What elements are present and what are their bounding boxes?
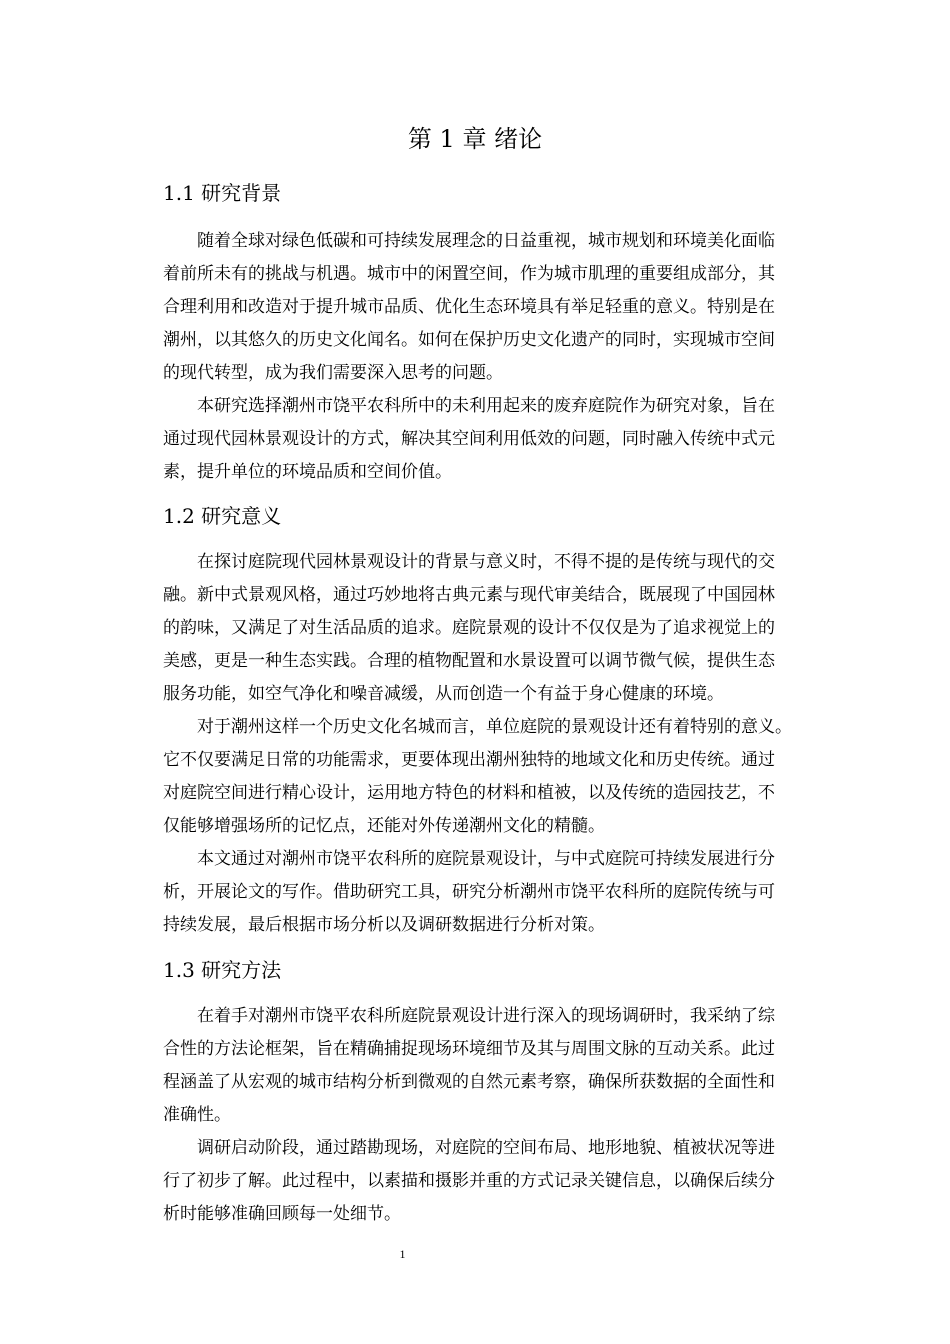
text-line: 素，提升单位的环境品质和空间价值。: [163, 462, 452, 482]
text-line: 本研究选择潮州市饶平农科所中的未利用起来的废弃庭院作为研究对象，旨在: [163, 396, 775, 416]
paragraph: [163, 1132, 863, 1231]
chapter-title: 第 1 章 绪论: [407, 125, 543, 153]
text-line: 合性的方法论框架，旨在精确捕捉现场环境细节及其与周围文脉的互动关系。此过: [163, 1039, 775, 1059]
text-line: 融。新中式景观风格，通过巧妙地将古典元素与现代审美结合，既展现了中国园林: [163, 585, 775, 605]
text-line: 调研启动阶段，通过踏勘现场，对庭院的空间布局、地形地貌、植被状况等进: [163, 1138, 775, 1158]
paragraph: [163, 390, 863, 489]
text-line: 合理利用和改造对于提升城市品质、优化生态环境具有举足轻重的意义。特别是在: [163, 297, 775, 317]
text-line: 它不仅要满足日常的功能需求，更要体现出潮州独特的地域文化和历史传统。通过: [163, 750, 775, 770]
text-line: 着前所未有的挑战与机遇。城市中的闲置空间，作为城市肌理的重要组成部分，其: [163, 264, 775, 284]
section-heading-1-3: 1.3 研究方法: [163, 958, 282, 982]
paragraph: [163, 546, 863, 711]
text-line: 在着手对潮州市饶平农科所庭院景观设计进行深入的现场调研时，我采纳了综: [163, 1006, 775, 1026]
text-line: 的现代转型，成为我们需要深入思考的问题。: [163, 363, 503, 383]
text-line: 在探讨庭院现代园林景观设计的背景与意义时，不得不提的是传统与现代的交: [163, 552, 775, 572]
section-heading-1-2: 1.2 研究意义: [163, 504, 282, 528]
section-heading-1-1: 1.1 研究背景: [163, 181, 282, 205]
paragraph: [163, 711, 863, 843]
text-line: 程涵盖了从宏观的城市结构分析到微观的自然元素考察，确保所获数据的全面性和: [163, 1072, 775, 1092]
page-number: 1: [399, 1247, 406, 1261]
text-line: 潮州，以其悠久的历史文化闻名。如何在保护历史文化遗产的同时，实现城市空间: [163, 330, 775, 350]
text-line: 持续发展，最后根据市场分析以及调研数据进行分析对策。: [163, 915, 605, 935]
text-line: 随着全球对绿色低碳和可持续发展理念的日益重视，城市规划和环境美化面临: [163, 231, 775, 251]
text-line: 析时能够准确回顾每一处细节。: [163, 1204, 401, 1224]
text-line: 准确性。: [163, 1105, 231, 1125]
text-line: 的韵味，又满足了对生活品质的追求。庭院景观的设计不仅仅是为了追求视觉上的: [163, 618, 775, 638]
text-line: 对于潮州这样一个历史文化名城而言，单位庭院的景观设计还有着特别的意义。: [163, 717, 792, 737]
text-line: 仅能够增强场所的记忆点，还能对外传递潮州文化的精髓。: [163, 816, 605, 836]
text-line: 服务功能，如空气净化和噪音减缓，从而创造一个有益于身心健康的环境。: [163, 684, 724, 704]
paragraph: [163, 225, 863, 390]
text-line: 通过现代园林景观设计的方式，解决其空间利用低效的问题，同时融入传统中式元: [163, 429, 775, 449]
text-line: 行了初步了解。此过程中，以素描和摄影并重的方式记录关键信息，以确保后续分: [163, 1171, 775, 1191]
text-line: 析，开展论文的写作。借助研究工具，研究分析潮州市饶平农科所的庭院传统与可: [163, 882, 775, 902]
text-line: 本文通过对潮州市饶平农科所的庭院景观设计，与中式庭院可持续发展进行分: [163, 849, 775, 869]
paragraph: [163, 843, 863, 942]
paragraph: [163, 1000, 863, 1132]
text-line: 美感，更是一种生态实践。合理的植物配置和水景设置可以调节微气候，提供生态: [163, 651, 775, 671]
text-line: 对庭院空间进行精心设计，运用地方特色的材料和植被，以及传统的造园技艺，不: [163, 783, 775, 803]
